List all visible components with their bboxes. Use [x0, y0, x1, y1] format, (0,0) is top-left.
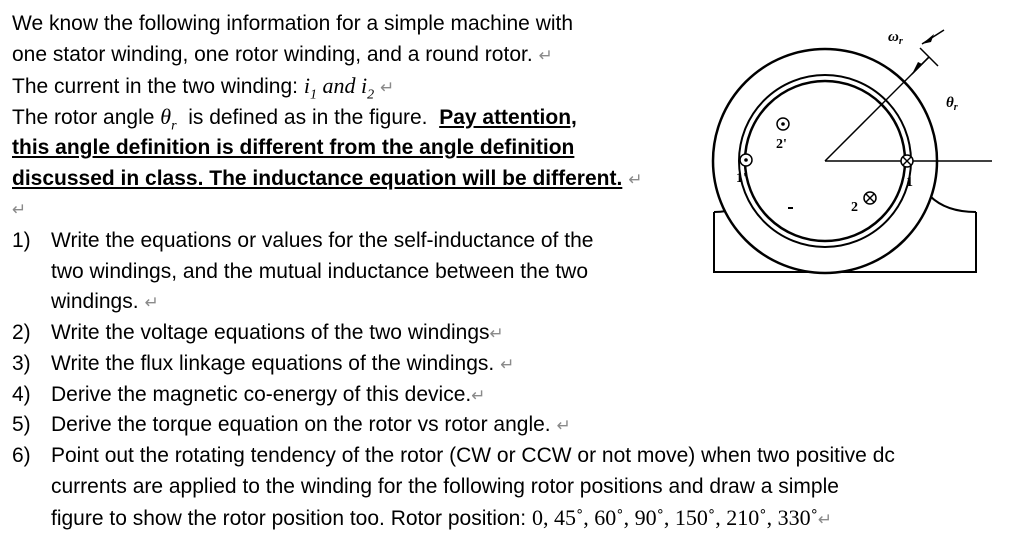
return-mark: ↵: [538, 46, 553, 65]
machine-figure: [700, 0, 1010, 290]
label-1prime: 1': [736, 171, 747, 186]
base-fillet-right: [930, 196, 976, 212]
empty-paragraph: ↵: [12, 200, 27, 219]
current-line: The current in the two winding: $i_1$ and $i_2$ ↵: [12, 73, 395, 103]
attention-line-2: this angle definition is different from the angle definition: [12, 136, 575, 159]
attention-line-3: discussed in class. The inductance equation will be different. ↵: [12, 167, 643, 190]
i1-symbol: i: [303, 73, 310, 98]
i2-symbol: i: [360, 73, 368, 98]
attention-note-1: Pay attention,: [439, 106, 577, 129]
theta-arrowhead: [912, 62, 922, 74]
label-2: 2: [851, 200, 858, 215]
theta-symbol: θ: [160, 104, 172, 129]
rotor-positions: 0, 45˚, 60˚, 90˚, 150˚, 210˚, 330˚: [531, 505, 818, 530]
theta-r-label: $\theta_r$: [946, 95, 958, 113]
angle-line: The rotor angle $\theta_r$ is defined as in the figure. Pay attention,: [12, 104, 577, 134]
intro-line-1: We know the following information for a simple machine with: [12, 12, 574, 35]
intro-line-2: one stator winding, one rotor winding, and a round rotor. ↵: [12, 43, 553, 66]
omega-label: $\omega_r$: [888, 29, 903, 47]
label-1: 1: [906, 175, 913, 190]
label-2prime: 2': [776, 137, 787, 152]
